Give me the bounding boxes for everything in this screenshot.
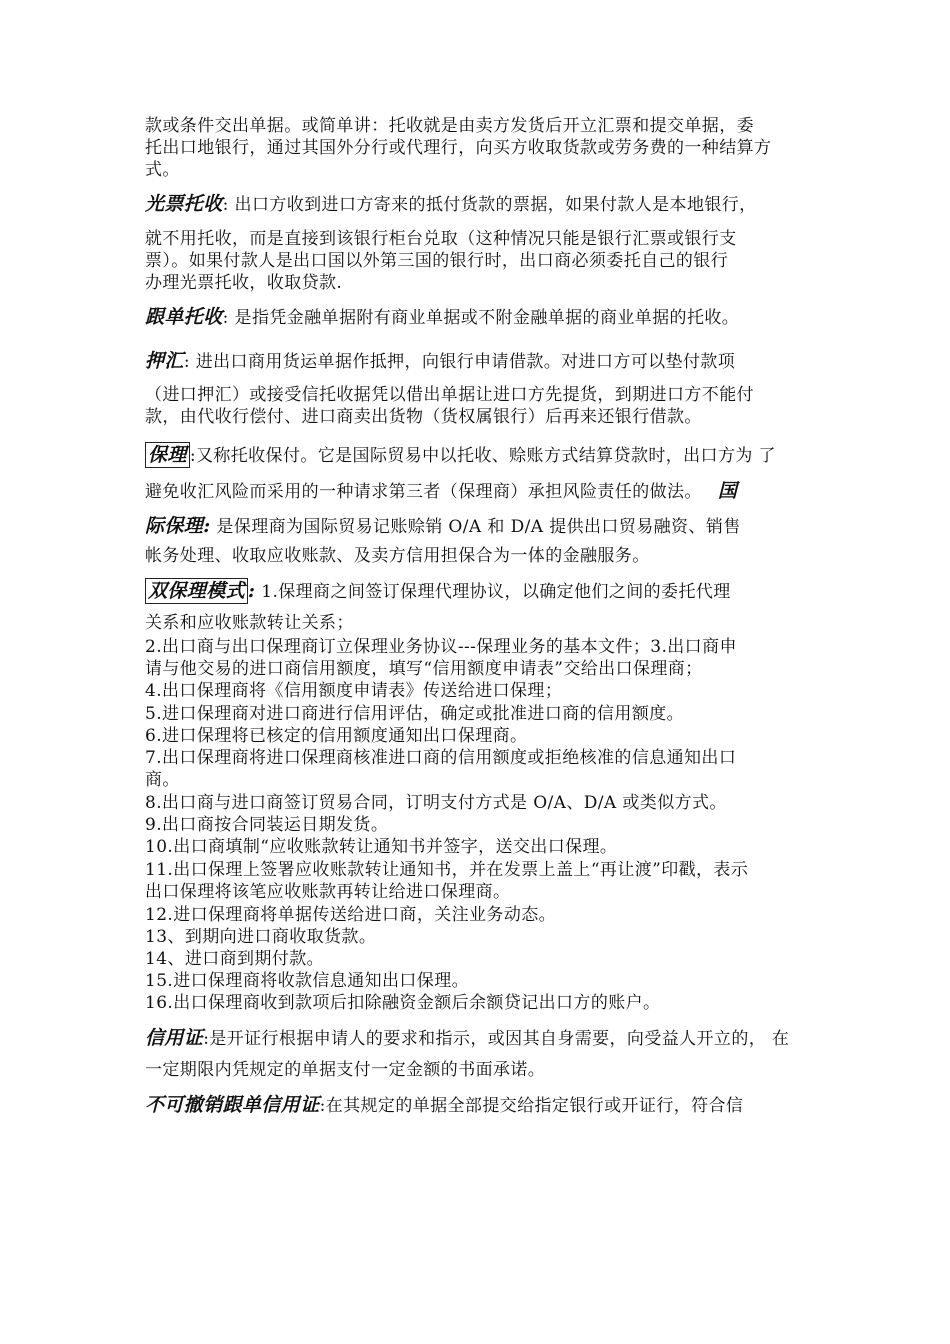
letter-of-credit-para xyxy=(145,1027,789,1050)
negotiation-text-1: : 进出口商用货运单据作抵押，向银行申请借款。对进口方可以垫付款项 xyxy=(183,352,736,372)
factoring-term: 保理 xyxy=(145,442,190,468)
intl-factoring-para xyxy=(145,515,741,538)
two-factor-step: 16.出口保理商收到款项后扣除融资金额后余额贷记出口方的账户。 xyxy=(145,993,661,1013)
factoring-para xyxy=(145,442,776,468)
two-factor-step: 7.出口保理商将进口保理商核准进口商的信用额度或拒绝核准的信息通知出口 xyxy=(145,748,737,768)
clean-collection-para xyxy=(145,193,757,216)
clean-collection-text-2: 就不用托收，而是直接到该银行柜台兑取（这种情况只能是银行汇票或银行支 xyxy=(145,229,737,249)
two-factor-step: 6.进口保理将已核定的信用额度通知出口保理商。 xyxy=(145,726,528,746)
clean-collection-term: 光票托收 xyxy=(145,193,223,215)
two-factor-para xyxy=(145,578,731,604)
clean-collection-text-4: 办理光票托收，收取贷款. xyxy=(145,273,343,293)
two-factor-step: 12.进口保理商将单据传送给进口商，关注业务动态。 xyxy=(145,905,557,925)
negotiation-term: 押汇 xyxy=(145,350,184,372)
letter-of-credit-text-2: 一定期限内凭规定的单据支付一定金额的书面承诺。 xyxy=(145,1060,546,1080)
two-factor-step: 商。 xyxy=(145,770,180,790)
two-factor-step: 出口保理将该笔应收账款再转让给进口保理商。 xyxy=(145,882,511,902)
irrevocable-lc-text-1: :在其规定的单据全部提交给指定银行或开证行，符合信 xyxy=(319,1096,744,1116)
letter-of-credit-text-1: :是开证行根据申请人的要求和指示，或因其自身需要，向受益人开立的， 在 xyxy=(203,1029,790,1049)
intl-factoring-text-1: 是保理商为国际贸易记账赊销 O/A 和 D/A 提供出口贸易融资、销售 xyxy=(210,517,741,537)
clean-collection-text-1: : 出口方收到进口方寄来的抵付货款的票据，如果付款人是本地银行， xyxy=(222,195,757,215)
factoring-text-1: :又称托收保付。它是国际贸易中以托收、赊账方式结算贷款时，出口方为 了 xyxy=(189,446,776,466)
negotiation-para xyxy=(145,350,735,373)
factoring-para-2 xyxy=(145,480,737,503)
factoring-text-2: 避免收汇风险而采用的一种请求第三者（保理商）承担风险责任的做法。 xyxy=(145,482,702,502)
intl-factoring-text-2: 帐务处理、收取应收账款、及卖方信用担保合为一体的金融服务。 xyxy=(145,546,650,566)
two-factor-step: 9.出口商按合同装运日期发货。 xyxy=(145,815,389,835)
irrevocable-lc-para xyxy=(145,1094,743,1117)
intro-line-3: 式。 xyxy=(145,160,180,180)
letter-of-credit-term: 信用证 xyxy=(145,1027,204,1049)
two-factor-step: 请与他交易的进口商信用额度，填写“信用额度申请表”交给出口保理商； xyxy=(145,659,703,679)
intro-line-2: 托出口地银行，通过其国外分行或代理行，向买方收取货款或劳务费的一种结算方 xyxy=(145,138,772,158)
two-factor-step: 15.进口保理商将收款信息通知出口保理。 xyxy=(145,971,470,991)
two-factor-step: 14、进口商到期付款。 xyxy=(145,949,325,969)
two-factor-text-2: 关系和应收账款转让关系； xyxy=(145,613,354,633)
two-factor-step: 2.出口商与出口保理商订立保理业务协议---保理业务的基本文件；3.出口商申 xyxy=(145,637,737,657)
irrevocable-lc-term: 不可撤销跟单信用证 xyxy=(145,1094,320,1116)
documentary-collection-para xyxy=(145,306,739,329)
two-factor-step: 13、到期向进口商收取货款。 xyxy=(145,927,377,947)
intro-line-1: 款或条件交出单据。或简单讲：托收就是由卖方发货后开立汇票和提交单据，委 xyxy=(145,116,754,136)
clean-collection-text-3: 票）。如果付款人是出口国以外第三国的银行时，出口商必须委托自己的银行 xyxy=(145,251,729,271)
two-factor-step: 8.出口商与进口商签订贸易合同，订明支付方式是 O/A、D/A 或类似方式。 xyxy=(145,793,727,813)
two-factor-term: 双保理模式 xyxy=(145,578,248,604)
negotiation-text-3: 款，由代收行偿付、进口商卖出货物（货权属银行）后再来还银行借款。 xyxy=(145,407,702,427)
two-factor-colon: : xyxy=(248,580,256,602)
documentary-collection-term: 跟单托收 xyxy=(145,306,223,328)
negotiation-text-2: （进口押汇）或接受信托收据凭以借出单据让进口方先提货，到期进口方不能付 xyxy=(145,385,754,405)
two-factor-step: 5.进口保理商对进口商进行信用评估，确定或批准进口商的信用额度。 xyxy=(145,704,685,724)
two-factor-step: 11.出口保理上签署应收账款转让通知书，并在发票上盖上“再让渡”印戳，表示 xyxy=(145,860,749,880)
intl-factoring-term-start: 国 xyxy=(717,480,738,502)
intl-factoring-term: 际保理: xyxy=(145,515,211,537)
two-factor-step: 4.出口保理商将《信用额度申请表》传送给进口保理； xyxy=(145,681,563,701)
documentary-collection-text-1: : 是指凭金融单据附有商业单据或不附金融单据的商业单据的托收。 xyxy=(222,308,740,328)
two-factor-text-1: 1.保理商之间签订保理代理协议，以确定他们之间的委托代理 xyxy=(255,582,731,602)
two-factor-step: 10.出口商填制“应收账款转让通知书并签字，送交出口保理。 xyxy=(145,837,618,857)
